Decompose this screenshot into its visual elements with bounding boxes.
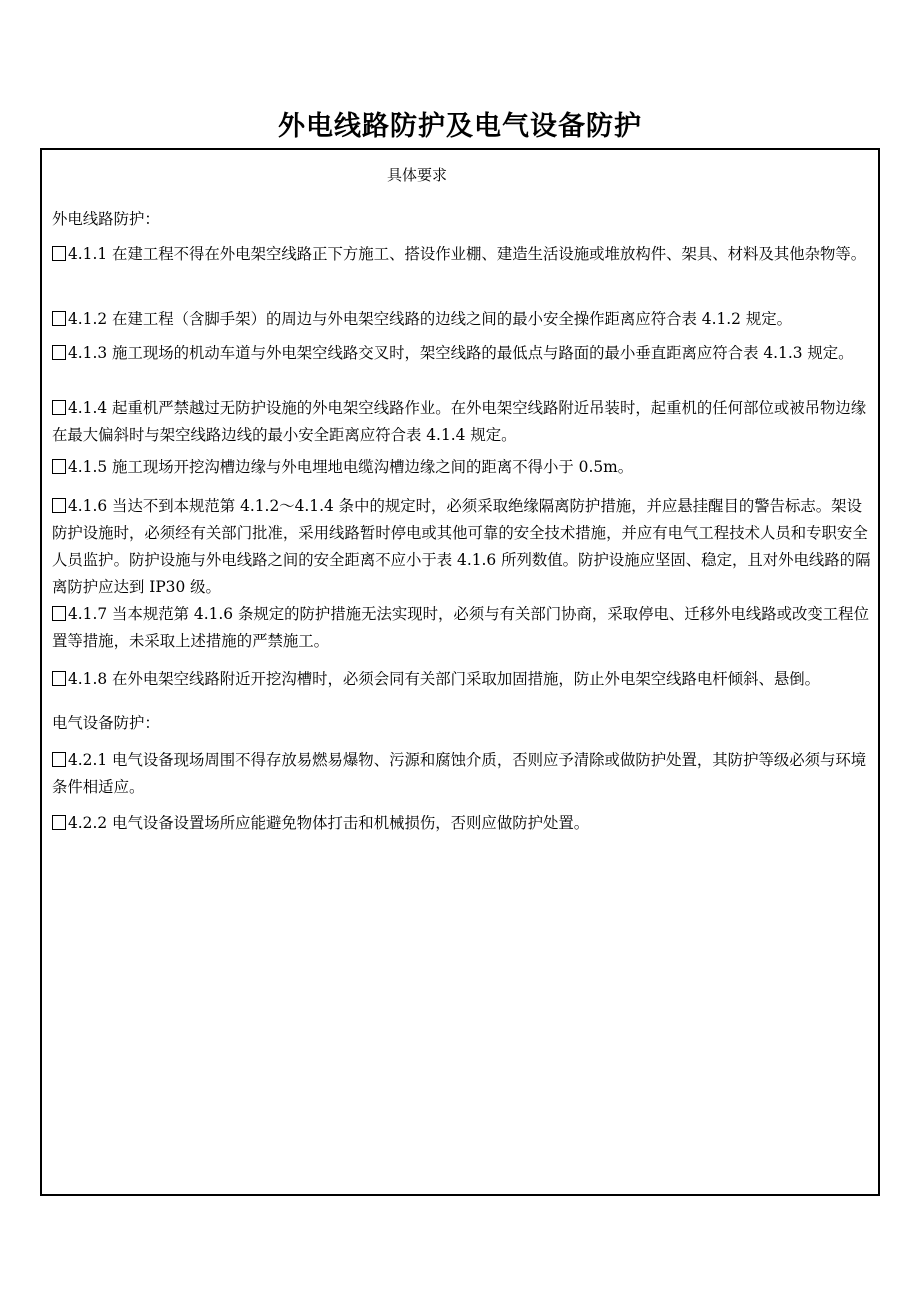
- checkbox[interactable]: [52, 671, 66, 686]
- column-header: 具体要求: [386, 166, 447, 184]
- section-heading-electrical-equipment: 电气设备防护：: [52, 714, 160, 732]
- document-title: 外电线路防护及电气设备防护: [278, 111, 642, 142]
- checkbox[interactable]: [52, 246, 66, 261]
- checkbox[interactable]: [52, 752, 66, 767]
- requirements-table: [40, 148, 880, 1196]
- checkbox[interactable]: [52, 311, 66, 326]
- checkbox[interactable]: [52, 498, 66, 513]
- checkbox[interactable]: [52, 459, 66, 474]
- list-item: 4.1.7 当本规范第 4.1.6 条规定的防护措施无法实现时，必须与有关部门协商，采取停电、迁移外电线路或改变工程位置等措施，未采取上述措施的严禁施工。: [52, 605, 869, 650]
- list-item: 4.1.8 在外电架空线路附近开挖沟槽时，必须会同有关部门采取加固措施，防止外电架空线路电杆倾斜、悬倒。: [52, 666, 874, 693]
- checkbox[interactable]: [52, 400, 66, 415]
- list-item: 4.2.1 电气设备现场周围不得存放易燃易爆物、污源和腐蚀介质，否则应予清除或做防护处置，其防护等级必须与环境条件相适应。: [52, 751, 867, 796]
- section-heading-external-lines: 外电线路防护：: [52, 210, 160, 228]
- list-item: 4.1.1 在建工程不得在外电架空线路正下方施工、搭设作业棚、建造生活设施或堆放构件、架具、材料及其他杂物等。: [52, 241, 874, 268]
- list-item: 4.1.2 在建工程（含脚手架）的周边与外电架空线路的边线之间的最小安全操作距离应符合表 4.1.2 规定。: [52, 306, 874, 333]
- list-item: 4.1.6 当达不到本规范第 4.1.2～4.1.4 条中的规定时，必须采取绝缘隔离防护措施，并应悬挂醒目的警告标志。架设防护设施时，必须经有关部门批准，采用线路暂时停电或其他可靠的安全技术措施，并应有电气工程技术人员和专职安全人员监护。防护设施与外电线路之间的安全距离不应小于表 4.1.6 所列数值。防护设施应坚固、稳定，且对外电线路的隔离防护应达到 IP30 级。: [52, 497, 871, 596]
- checkbox[interactable]: [52, 606, 66, 621]
- list-item: 4.2.2 电气设备设置场所应能避免物体打击和机械损伤，否则应做防护处置。: [52, 810, 874, 837]
- list-item: 4.1.3 施工现场的机动车道与外电架空线路交叉时，架空线路的最低点与路面的最小垂直距离应符合表 4.1.3 规定。: [52, 340, 874, 367]
- checkbox[interactable]: [52, 815, 66, 830]
- list-item: 4.1.5 施工现场开挖沟槽边缘与外电埋地电缆沟槽边缘之间的距离不得小于 0.5m。: [52, 454, 874, 481]
- list-item: 4.1.4 起重机严禁越过无防护设施的外电架空线路作业。在外电架空线路附近吊装时，起重机的任何部位或被吊物边缘在最大偏斜时与架空线路边线的最小安全距离应符合表 4.1.4 规定。: [52, 399, 867, 444]
- checkbox[interactable]: [52, 345, 66, 360]
